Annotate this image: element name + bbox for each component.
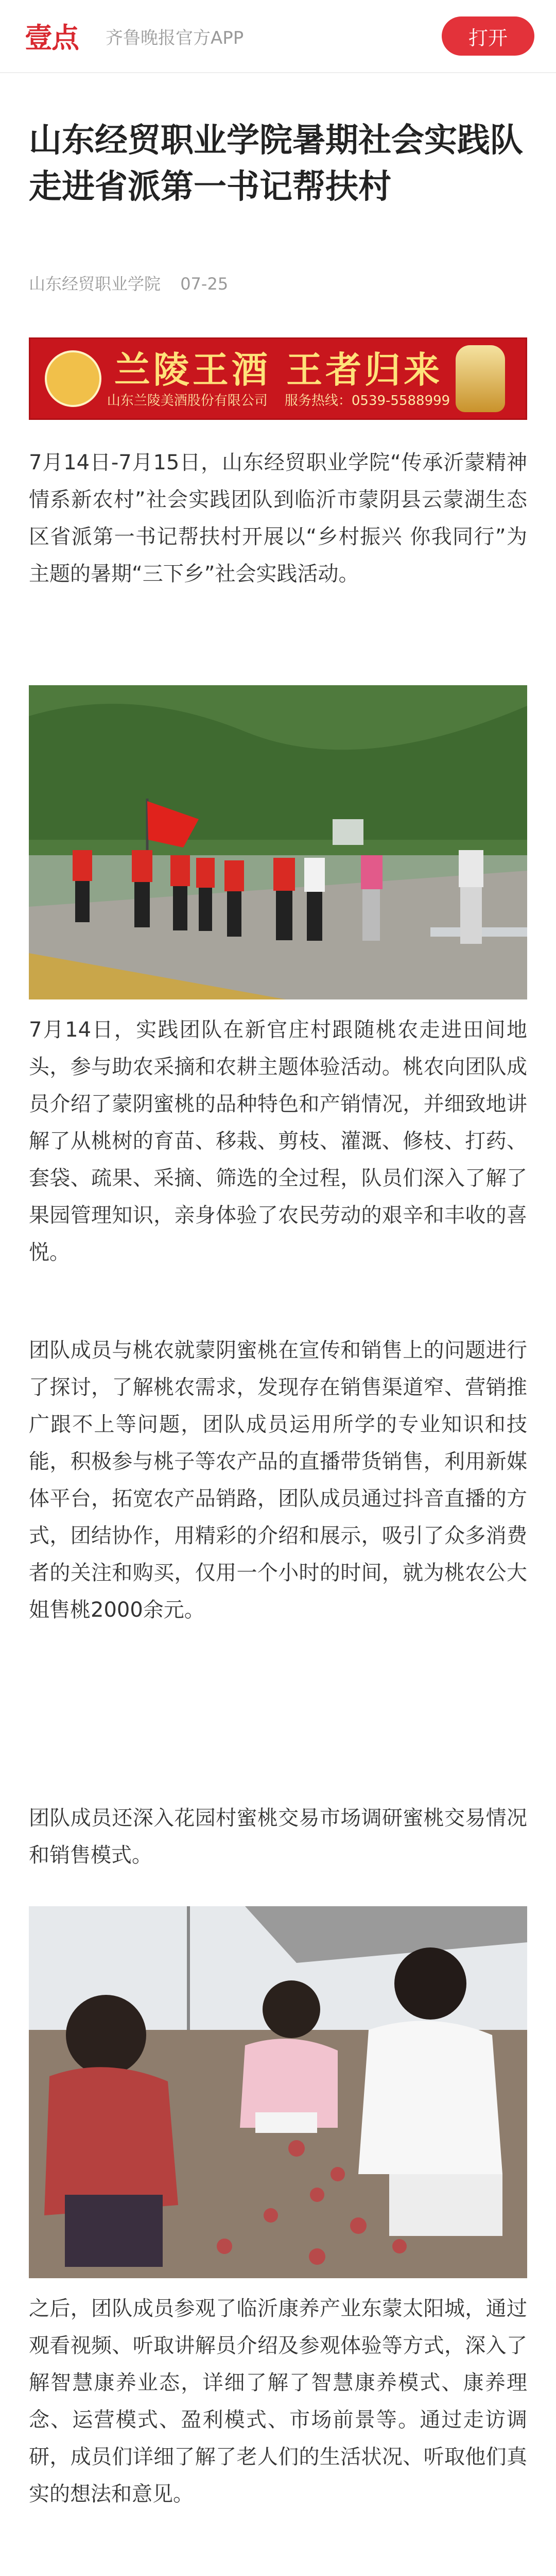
article-paragraph: 7月14日，实践团队在新官庄村跟随桃农走进田间地头，参与助农采摘和农耕主题体验活动。桃农向团队成员介绍了蒙阴蜜桃的品种特色和产销情况，并细致地讲解了从桃树的育苗、移栽、剪枝、灌溉、修枝、打药、套袋、疏果、采摘、筛选的全过程，队员们深入了解了果园管理知识，亲身体验了农民劳动的艰辛和丰收的喜悦。	[29, 1018, 527, 1264]
article-photo-peach-market	[29, 1906, 527, 2278]
app-logo[interactable]	[21, 18, 82, 54]
banner-text	[101, 348, 456, 410]
ad-banner[interactable]	[29, 337, 527, 420]
app-logo-text: 壹点	[25, 21, 78, 54]
app-subtitle: 齐鲁晚报官方APP	[106, 28, 244, 48]
article-source[interactable]: 山东经贸职业学院	[29, 274, 161, 294]
article-meta	[29, 271, 228, 295]
banner-company-line	[101, 392, 456, 410]
brand-badge-icon	[45, 350, 101, 407]
article-paragraph: 7月14日-7月15日，山东经贸职业学院“传承沂蒙精神 情系新农村”社会实践团队到临沂市蒙阴县云蒙湖生态区省派第一书记帮扶村开展以“乡村振兴 你我同行”为主题的暑期“三下乡”社会实践活动。	[29, 451, 527, 586]
article-paragraph: 之后，团队成员参观了临沂康养产业东蒙太阳城，通过观看视频、听取讲解员介绍及参观体验等方式，深入了解智慧康养业态，详细了解了智慧康养模式、康养理念、运营模式、盈利模式、市场前景等。通过走访调研，成员们详细了解了老人们的生活状况、听取他们真实的想法和意见。	[29, 2297, 527, 2506]
open-app-button[interactable]: 打开	[442, 16, 534, 56]
article-photo-hiking-team	[29, 685, 527, 999]
banner-slogan: 兰陵王酒 王者归来	[114, 348, 443, 391]
banner-company: 山东兰陵美酒股份有限公司	[107, 393, 268, 409]
article-title: 山东经贸职业学院暑期社会实践队走进省派第一书记帮扶村	[29, 122, 523, 206]
article-paragraph: 团队成员与桃农就蒙阴蜜桃在宣传和销售上的问题进行了探讨，了解桃农需求，发现存在销售渠道窄、营销推广跟不上等问题，团队成员运用所学的专业知识和技能，积极参与桃子等农产品的直播带货销售，利用新媒体平台，拓宽农产品销路，团队成员通过抖音直播的方式，团结协作，用精彩的介绍和展示，吸引了众多消费者的关注和购买，仅用一个小时的时间，就为桃农公大姐售桃2000余元。	[29, 1338, 527, 1622]
liquor-bottle-icon	[456, 345, 505, 412]
app-header	[0, 0, 556, 73]
article-date: 07-25	[180, 274, 229, 294]
article-paragraph: 团队成员还深入花园村蜜桃交易市场调研蜜桃交易情况和销售模式。	[29, 1806, 527, 1867]
banner-hotline: 服务热线：0539-5588999	[284, 393, 450, 409]
